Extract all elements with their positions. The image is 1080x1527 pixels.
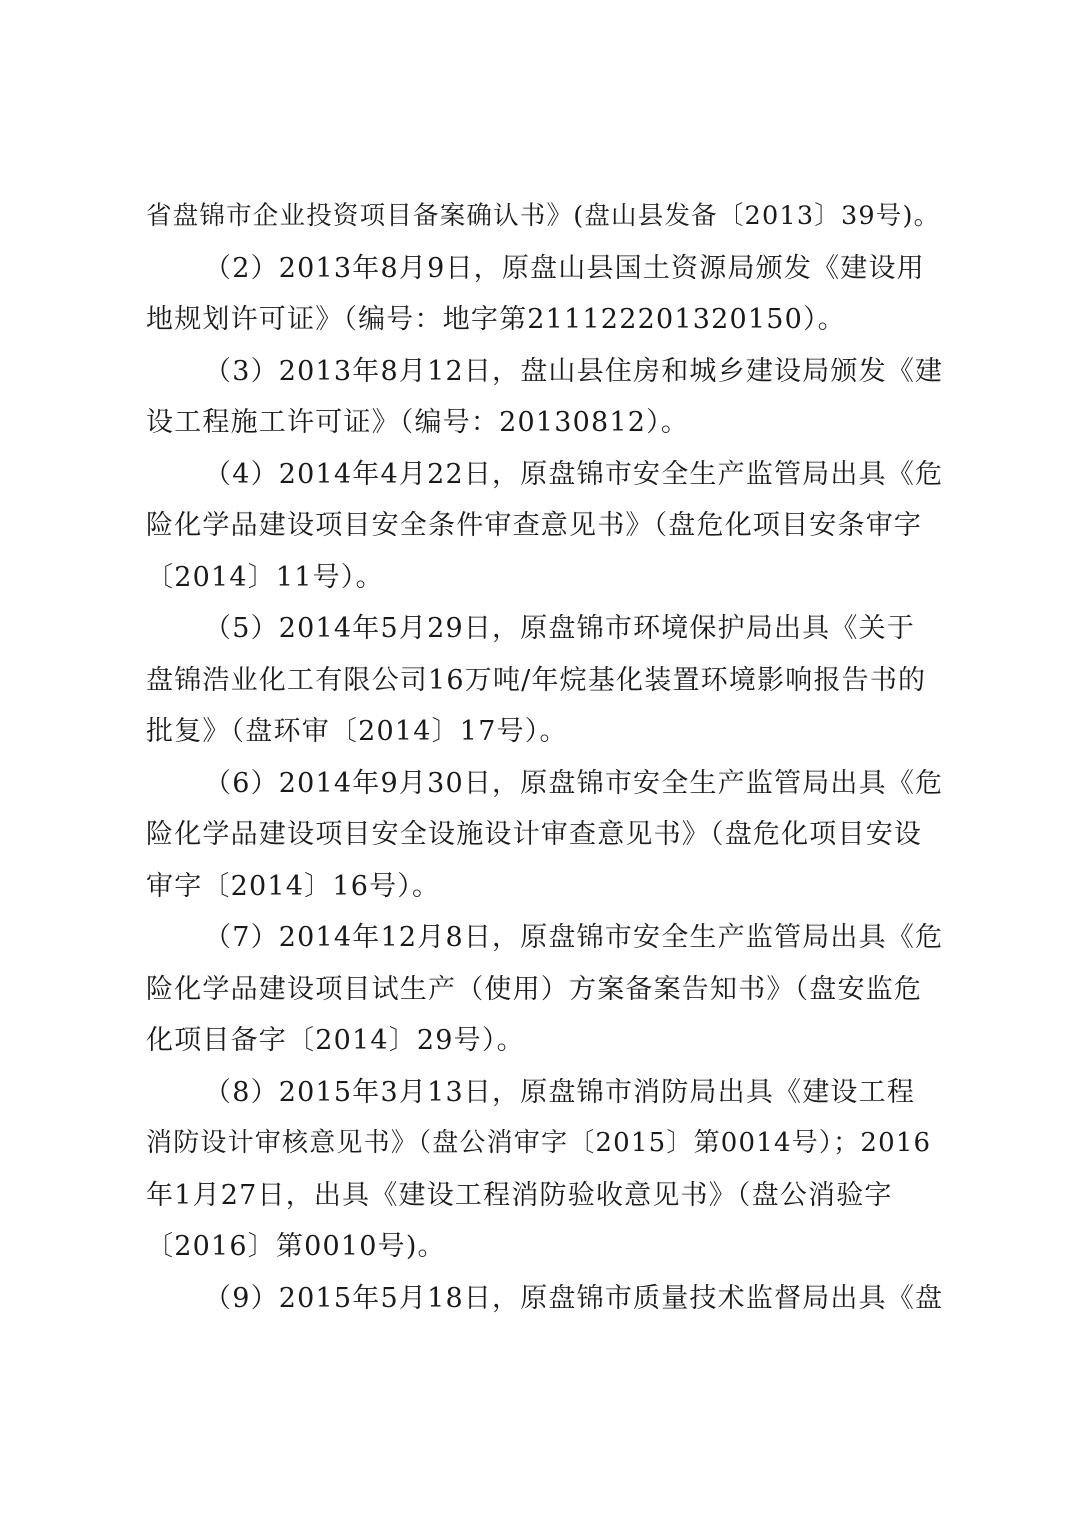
text-line: 审字〔2014〕16号）。 [146, 870, 441, 902]
paragraph-6-start: （6）2014年9月30日，原盘锦市安全生产监管局出具《危 [204, 767, 944, 799]
paragraph-9-start: （9）2015年5月18日，原盘锦市质量技术监督局出具《盘 [204, 1282, 944, 1314]
paragraph-2-start: （2）2013年8月9日，原盘山县国土资源局颁发《建设用 [204, 252, 925, 284]
paragraph-8-start: （8）2015年3月13日，原盘锦市消防局出具《建设工程 [204, 1076, 916, 1108]
text-line: 险化学品建设项目试生产（使用）方案备案告知书》（盘安监危 [146, 973, 923, 1005]
paragraph-5-start: （5）2014年5月29日，原盘锦市环境保护局出具《关于 [204, 613, 916, 644]
text-line: 批复》（盘环审〔2014〕17号）。 [146, 716, 568, 747]
paragraph-7-start: （7）2014年12月8日，原盘锦市安全生产监管局出具《危 [204, 922, 944, 953]
text-line: 省盘锦市企业投资项目备案确认书》(盘山县发备〔2013〕39号)。 [146, 201, 941, 231]
text-line: 盘锦浩业化工有限公司16万吨/年烷基化装置环境影响报告书的 [146, 664, 927, 696]
text-line: 险化学品建设项目安全条件审查意见书》（盘危化项目安条审字 [146, 510, 923, 541]
document-body [146, 191, 944, 1324]
text-line: 消防设计审核意见书》（盘公消审字〔2015〕第0014号）；2016 [146, 1128, 932, 1158]
text-line: 〔2014〕11号）。 [146, 561, 384, 593]
paragraph-4-start: （4）2014年4月22日，原盘锦市安全生产监管局出具《危 [204, 458, 944, 490]
text-line: 化项目备字〔2014〕29号）。 [146, 1025, 525, 1056]
text-line: 设工程施工许可证》（编号：20130812）。 [146, 407, 690, 438]
text-line: 地规划许可证》（编号：地字第211122201320150）。 [146, 304, 846, 335]
text-line: 年1月27日，出具《建设工程消防验收意见书》（盘公消验字 [146, 1179, 893, 1211]
text-line: 〔2016〕第0010号)。 [146, 1231, 446, 1262]
paragraph-3-start: （3）2013年8月12日，盘山县住房和城乡建设局颁发《建 [204, 355, 944, 387]
text-line: 险化学品建设项目安全设施设计审查意见书》（盘危化项目安设 [146, 819, 923, 850]
